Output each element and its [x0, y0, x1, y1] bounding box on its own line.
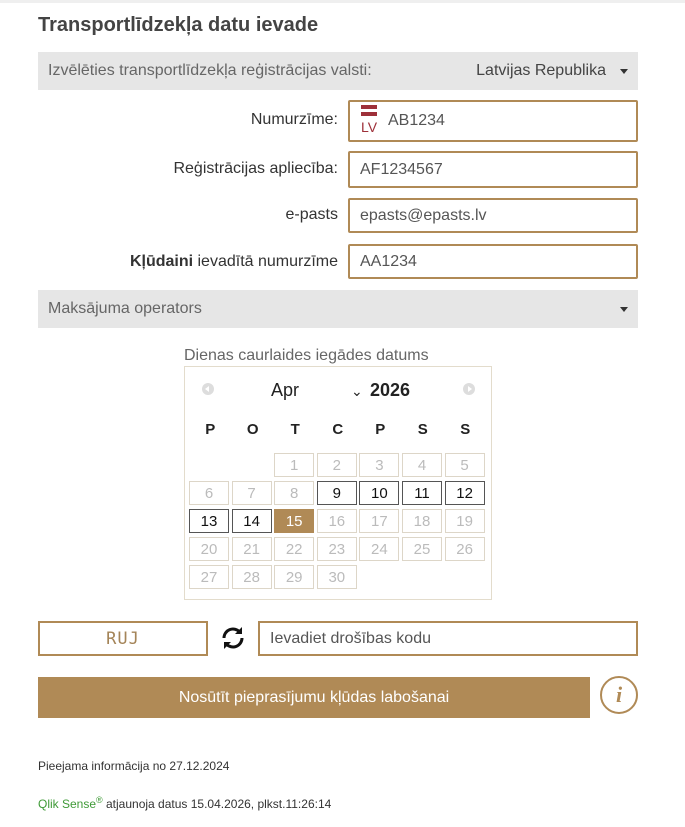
- calendar-day: 24: [359, 537, 399, 561]
- plate-field[interactable]: [348, 100, 638, 142]
- email-value: epasts@epasts.lv: [360, 206, 487, 224]
- year-label: 2026: [370, 380, 411, 400]
- calendar-day: 5: [445, 453, 485, 477]
- latvia-flag-icon: [360, 105, 378, 137]
- calendar-day: 29: [274, 565, 314, 589]
- prev-month-icon[interactable]: [202, 383, 214, 395]
- calendar-day: 26: [445, 537, 485, 561]
- calendar-day: 4: [402, 453, 442, 477]
- calendar-day: 16: [317, 509, 357, 533]
- date-picker: [184, 366, 492, 600]
- chevron-down-icon: [620, 307, 628, 312]
- calendar-day: 21: [232, 537, 272, 561]
- email-label: e-pasts: [285, 206, 338, 223]
- qlik-sense-name: Qlik Sense: [38, 797, 97, 811]
- plate-label: Numurzīme:: [250, 111, 338, 128]
- plate-value: AB1234: [388, 112, 445, 129]
- wrong-plate-label-bold: Kļūdaini: [129, 253, 194, 270]
- weekday-header: [189, 421, 489, 438]
- calendar-day[interactable]: 12: [445, 481, 485, 505]
- qlik-sense-link[interactable]: [38, 797, 103, 811]
- captcha-input[interactable]: [258, 621, 638, 656]
- calendar-day: 18: [402, 509, 442, 533]
- weekday-label: C: [332, 421, 344, 438]
- registration-field[interactable]: [348, 151, 638, 188]
- calendar-title: Dienas caurlaides iegādes datums: [184, 347, 429, 364]
- submit-button[interactable]: Nosūtīt pieprasījumu kļūdas labošanai: [38, 677, 590, 718]
- weekday-label: T: [290, 421, 300, 438]
- calendar-header: [185, 367, 491, 411]
- calendar-day[interactable]: 10: [359, 481, 399, 505]
- wrong-plate-label-rest: ievadītā numurzīme: [193, 253, 338, 270]
- calendar-day[interactable]: 11: [402, 481, 442, 505]
- refresh-captcha-icon[interactable]: [218, 623, 248, 653]
- wrong-plate-value: AA1234: [360, 252, 417, 270]
- calendar-day[interactable]: 9: [317, 481, 357, 505]
- registered-mark: ®: [96, 795, 103, 805]
- calendar-day: 27: [189, 565, 229, 589]
- calendar-day: 8: [274, 481, 314, 505]
- calendar-day: 1: [274, 453, 314, 477]
- country-select[interactable]: [38, 52, 638, 90]
- calendar-day: 3: [359, 453, 399, 477]
- country-select-value: Latvijas Republika: [476, 62, 606, 79]
- chevron-down-icon: [620, 69, 628, 74]
- top-divider: [0, 0, 685, 3]
- calendar-day: 17: [359, 509, 399, 533]
- payment-operator-select[interactable]: [38, 290, 638, 328]
- wrong-plate-field[interactable]: [348, 244, 638, 279]
- weekday-label: O: [246, 421, 259, 438]
- wrong-plate-label: [130, 253, 338, 271]
- country-select-label: Izvēlēties transportlīdzekļa reģistrācijas valsti:: [48, 62, 372, 79]
- next-month-icon[interactable]: [463, 383, 475, 395]
- calendar-day: 25: [402, 537, 442, 561]
- calendar-day: 7: [232, 481, 272, 505]
- month-select[interactable]: Apr: [271, 380, 300, 400]
- calendar-day: 23: [317, 537, 357, 561]
- calendar-day: 20: [189, 537, 229, 561]
- payment-operator-label: Maksājuma operators: [48, 300, 202, 317]
- weekday-label: S: [460, 421, 471, 438]
- registration-label: Reģistrācijas apliecība:: [173, 160, 338, 177]
- info-icon[interactable]: i: [600, 676, 638, 714]
- registration-value: AF1234567: [360, 160, 443, 178]
- calendar-day: 2: [317, 453, 357, 477]
- captcha-image: RUJ: [38, 621, 208, 656]
- weekday-label: S: [417, 421, 428, 438]
- calendar-day: 6: [189, 481, 229, 505]
- calendar-day: 30: [317, 565, 357, 589]
- calendar-day[interactable]: 13: [189, 509, 229, 533]
- email-field[interactable]: [348, 198, 638, 233]
- calendar-day[interactable]: 14: [232, 509, 272, 533]
- weekday-label: P: [205, 421, 216, 438]
- chevron-down-icon[interactable]: ⌄: [351, 383, 363, 399]
- update-text: atjaunoja datus 15.04.2026, plkst.11:26:14: [102, 797, 332, 811]
- plate-country-code: LV: [360, 119, 378, 135]
- weekday-label: P: [375, 421, 386, 438]
- calendar-day: 28: [232, 565, 272, 589]
- calendar-day-selected[interactable]: 15: [274, 509, 314, 533]
- data-availability-note: Pieejama informācija no 27.12.2024: [38, 759, 230, 773]
- update-status: [38, 795, 331, 811]
- calendar-day: 19: [445, 509, 485, 533]
- captcha-placeholder: Ievadiet drošības kodu: [270, 629, 431, 647]
- calendar-day: 22: [274, 537, 314, 561]
- page-title: Transportlīdzekļa datu ievade: [38, 14, 319, 36]
